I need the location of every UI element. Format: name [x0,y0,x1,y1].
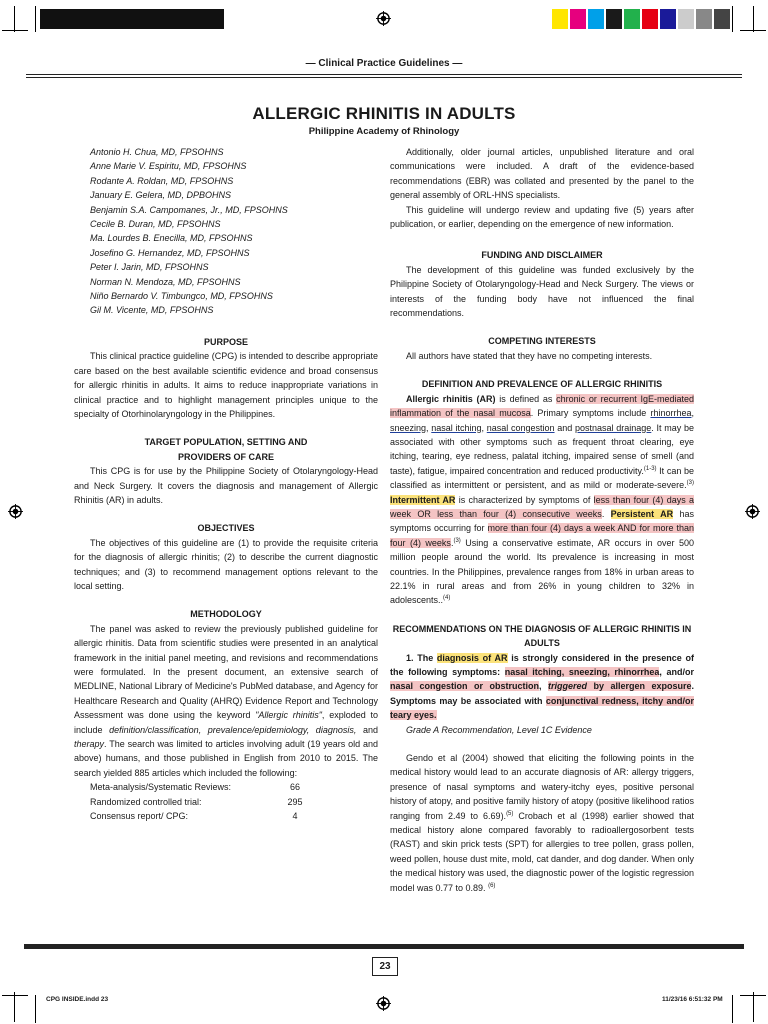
stat-value: 4 [292,811,298,822]
highlight: Persistent AR [610,508,674,519]
stat-label: Meta-analysis/Systematic Reviews: [90,782,232,793]
author: Benjamin S.A. Campomanes, Jr., MD, FPSOHNS [90,204,288,215]
text-run: . The search was limited to articles involving adult (19 years old and above) humans, and those published in English from 2010 to 2015. The search yielded 885 articles which included the following: [74,739,378,778]
text-run: Gendo et al (2004) showed that eliciting the following points in the medical history would lead to an accurate diagnosis of AR: allergy triggers, presence of nasal symptoms and watery-itchy eyes, positive personal history of atopy, and positive family history of atopy (positive likelihood ratios ranging from 2.49 to 6.69). [390,753,694,821]
text-run: It can be classified as intermittent or persistent, and as mild or moderate-severe. [390,465,694,491]
header-rule [26,74,742,75]
text-run: has symptoms occurring for [390,508,694,534]
funding-text: The development of this guideline was funded exclusively by the Philippine Society of Otolaryngology-Head and Neck Surgery. The views or interests of the funding body have not influenced the final recommendations. [390,264,694,319]
stat-label: Consensus report/ CPG: [90,811,189,822]
highlight: Intermittent AR [390,494,456,505]
crop-mark [740,30,766,31]
citation: (3) [453,537,461,544]
methodology-text [74,622,378,780]
underlined-term: rhinorrhea [650,408,692,419]
text-run: , [538,681,548,692]
crop-mark [753,6,754,32]
stat-row [74,780,378,794]
author: Ma. Lourdes B. Enecilla, MD, FPSOHNS [90,233,253,244]
text-run: , and/or [659,667,694,677]
text-run: Using a conservative estimate, AR occurs in over 500 million people around the world. Its prevalence is increasing in most countries. In the Philippines, prevalence ranges from 18% in urban areas to 22.1% in rural areas and from 26% in young children to 32% in adolescents.. [390,537,694,606]
text-run: 1. The [406,652,437,663]
text-run: . Primary symptoms include [530,408,651,419]
therapy-term: therapy [74,739,105,750]
left-column [74,145,378,823]
author: Gil M. Vicente, MD, FPSOHNS [90,305,214,316]
recommendations-heading: RECOMMENDATIONS ON THE DIAGNOSIS OF ALLERGIC RHINITIS IN ADULTS [392,623,692,649]
citation: (4) [443,595,451,602]
grade-line: Grade A Recommendation, Level 1C Evidence [406,724,592,735]
underlined-term: postnasal drainage [575,422,652,433]
author: Rodante A. Roldan, MD, FPSOHNS [90,175,234,186]
highlight: nasal congestion or obstruction [390,681,539,692]
registration-mark-icon [376,11,391,26]
author: Cecile B. Duran, MD, FPSOHNS [90,219,221,230]
text-run: . It may be associated with other symptoms such as frequent throat clearing, eye itching, tearing, eye redness, palatal itching, impaired sense of smell (and taste), fatigue, impaired concentration and reduced productivity. [390,422,694,476]
underlined-term: nasal itching [431,422,482,433]
crop-mark [753,992,754,1022]
crop-mark [2,995,28,996]
text-run: The panel was asked to review the previously published guideline for allergic rhinitis. Data from scientific studies were presented in an analytical framework in the initial panel meeting, and revisions and recommendations were formulated. In the present document, an extensive search of MEDLINE, National Library of Medicine's PubMed database, and Agency for Healthcare Research and Quality (AHRQ) Evidence Report and Technology Assessment was done using the keyword [74,623,378,721]
intro-paragraph: This guideline will undergo review and updating five (5) years after publication, or earlier, depending on the emergence of new information. [390,204,694,230]
crop-mark [2,30,28,31]
color-swatch [678,9,694,29]
running-header: — Clinical Practice Guidelines — [305,58,463,69]
stat-value: 66 [289,782,300,793]
color-swatch [714,9,730,29]
highlight: more than four (4) days a week AND for more than four (4) weeks [390,523,694,548]
target-heading-line: PROVIDERS OF CARE [177,451,274,462]
crop-mark [732,995,733,1023]
definition-heading: DEFINITION AND PREVALENCE OF ALLERGIC RHINITIS [421,379,663,390]
page-subtitle: Philippine Academy of Rhinology [308,126,460,137]
stat-row [74,809,378,823]
color-swatch [624,9,640,29]
text-run: . Symptoms may be associated with [390,681,694,706]
defined-term: Allergic rhinitis (AR) [406,393,496,404]
author: Norman N. Mendoza, MD, FPSOHNS [90,276,241,287]
intro-paragraph: Additionally, older journal articles, unpublished literature and oral communications were included. A draft of the evidence-based recommendations (EBR) was collated and presented by the panel to the general assembly of ORL-HNS specialists. [390,147,694,201]
citation: (5) [506,810,514,817]
slug-timestamp: 11/23/16 6:51:32 PM [662,996,723,1003]
citation: (6) [488,882,496,889]
text-run: , exploded to include [74,710,379,735]
text-run: is defined as [495,393,557,404]
author: Anne Marie V. Espiritu, MD, FPSOHNS [90,161,247,172]
color-swatch [606,9,622,29]
purpose-text: This clinical practice guideline (CPG) is intended to describe appropriate care based on the best available scientific evidence and broad consensus for allergic rhinitis in adults. It aims to reduce inappropriate variations in clinical practice and to highlight management principles unique to the specialty of Otorhinolaryngology in the Philippines. [74,351,378,419]
stat-label: Randomized controlled trial: [90,796,202,807]
highlight: triggered [547,681,587,692]
stat-value: 295 [287,796,303,807]
underlined-term: nasal congestion [486,422,555,433]
color-bar-black [40,9,224,29]
color-swatch [660,9,676,29]
right-column [390,145,694,895]
author: Niño Bernardo V. Timbungco, MD, FPSOHNS [90,291,273,302]
color-swatch [552,9,568,29]
color-swatch [588,9,604,29]
author-list [74,145,378,318]
recommendation-1 [390,651,694,723]
funding-heading: FUNDING AND DISCLAIMER [481,250,603,261]
target-heading-line: TARGET POPULATION, SETTING AND [144,437,308,448]
highlight: nasal itching, sneezing, rhinorrhea [504,667,660,677]
underlined-term: sneezing [390,422,427,433]
crop-mark [14,992,15,1022]
competing-heading: COMPETING INTERESTS [488,336,596,347]
crop-mark [35,6,36,32]
color-swatch [642,9,658,29]
definition-text: Allergic rhinitis (AR) is defined as chronic or recurrent IgE-mediated inflammation of the nasal mucosa. Primary symptoms include rhinorrhea, sneezing, nasal itching, nasal congestion and postnasal drainage. It may be associated with other symptoms such as frequent throat clearing, eye itching, tearing, eye redness, palatal itching, impaired sense of smell (and taste), fatigue, impaired concentration and reduced productivity.$^{(1-3)}$ It can be classified as intermittent or persistent, and as mild or moderate-severe.$^{(3)}$ Intermittent AR is characterized by symptoms of less than four (4) days a week OR less than four (4) consecutive weeks. Persistent AR has symptoms occurring for more than four (4) days a week AND for more than four (4) weeks.$^{(3)}$ Using a conservative estimate, AR occurs in over 500 million people around the world. Its prevalence is increasing in most countries. In the Philippines, prevalence ranges from 18% in urban areas to 22.1% in rural areas and from 26% in young children to 32% in adolescents..$^{(4)}$ [390,393,694,606]
target-heading [74,435,378,464]
author: Antonio H. Chua, MD, FPSOHNS [90,147,224,157]
highlight: conjunctival redness, itchy and/or teary eyes. [390,695,694,721]
highlight: less than four (4) days a week OR less than four (4) consecutive weeks [390,494,694,519]
page-title: ALLERGIC RHINITIS IN ADULTS [252,104,516,123]
header-rule [26,77,742,78]
text-run: is characterized by symptoms of [455,494,594,505]
crop-mark [14,6,15,32]
citation: (3) [686,480,694,487]
color-swatch [570,9,586,29]
registration-mark-icon [376,996,391,1011]
footer-rule [24,944,744,949]
text-run: . [450,537,454,548]
text-run: Crobach et al (1998) earlier showed that medical history alone compared favorably to radioallergosorbent tests (RAST) and skin prick tests (SPT) for allergies to tree pollen, grass pollen, weed pollen, house dust mite, mold, cat dander, and dog dander. When only the medical history was used, the diagnostic power of the logistic regression model was 0.77 to 0.89. [390,810,694,893]
purpose-heading: PURPOSE [203,336,248,347]
registration-mark-icon [745,504,760,519]
target-text: This CPG is for use by the Philippine Society of Otolaryngology-Head and Neck Surgery. It covers the diagnosis and management of Allergic Rhinitis (AR) in adults. [74,466,378,505]
methodology-heading: METHODOLOGY [190,609,262,620]
author: Peter I. Jarin, MD, FPSOHNS [90,262,209,273]
highlight: diagnosis of AR [436,652,508,663]
crop-mark [732,6,733,32]
gendo-paragraph [390,751,694,895]
author: January E. Gelera, MD, DPBOHNS [90,190,232,201]
objectives-text: The objectives of this guideline are (1) to provide the requisite criteria for the diagnosis of allergic rhinitis; (2) to describe the current diagnostic techniques; and (3) to recommend management options relevant to the local setting. [74,537,378,591]
page-number: 23 [372,957,398,976]
text-run: and [356,724,378,735]
crop-mark [740,995,766,996]
slug-filename: CPG INSIDE.indd 23 [46,996,109,1003]
author: Josefino G. Hernandez, MD, FPSOHNS [90,247,250,258]
highlight: chronic or recurrent IgE-mediated inflammation of the nasal mucosa [390,393,694,419]
registration-mark-icon [8,504,23,519]
keyword: "Allergic rhinitis" [255,710,322,721]
objectives-heading: OBJECTIVES [197,523,255,534]
crop-mark [35,995,36,1023]
competing-text: All authors have stated that they have no competing interests. [406,350,653,361]
explode-terms: definition/classification, prevalence/epidemiology, diagnosis, [109,724,357,735]
citation: (1-3) [643,465,657,472]
text-run: is strongly considered in the presence of the following symptoms: [390,652,695,677]
color-swatch [696,9,712,29]
stat-row [74,795,378,809]
highlight: by allergen exposure [586,681,692,692]
